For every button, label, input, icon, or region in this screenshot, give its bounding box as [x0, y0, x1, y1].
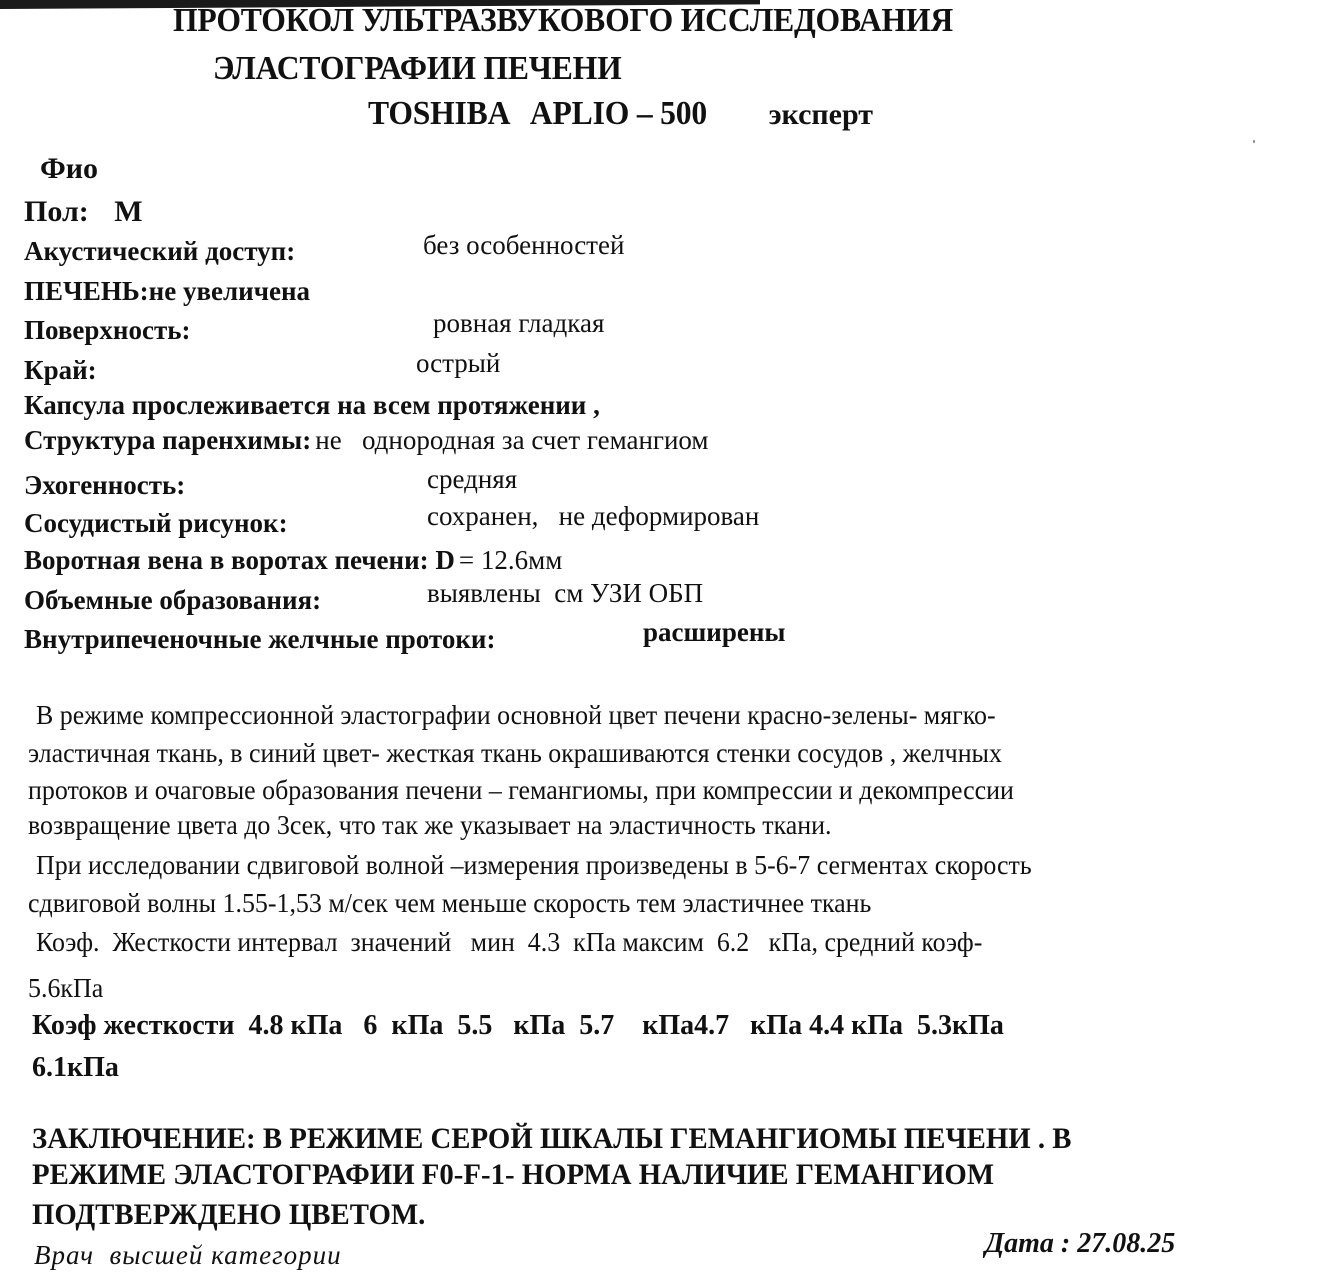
finding-masses-label: Объемные образования:	[24, 585, 322, 615]
doctor-signature: Врач высшей категории	[34, 1240, 342, 1270]
sex-row	[24, 195, 143, 229]
elastography-text-line: сдвиговой волны 1.55-1,53 м/сек чем меньше скорость тем эластичнее ткань	[28, 888, 872, 918]
device-class: эксперт	[768, 98, 874, 131]
finding-portal-vein-row	[24, 545, 562, 576]
conclusion-line3: ПОДТВЕРЖДЕНО ЦВЕТОМ.	[32, 1198, 426, 1231]
elastography-text-line: При исследовании сдвиговой волной –измерения произведены в 5-6-7 сегментах скорость	[36, 850, 1032, 880]
sex-label: Пол:	[24, 195, 89, 228]
fio-label: Фио	[40, 152, 99, 185]
finding-edge-label: Край:	[24, 355, 97, 385]
finding-parenchyma-value: не однородная за счет гемангиом	[315, 425, 709, 455]
document-title-line1: ПРОТОКОЛ УЛЬТРАЗВУКОВОГО ИССЛЕДОВАНИЯ	[173, 2, 953, 39]
elastography-text-line: В режиме компрессионной эластографии основной цвет печени красно-зелены- мягко-	[36, 700, 996, 730]
finding-vascular-value: сохранен, не деформирован	[427, 501, 760, 531]
elastography-text-line: Коэф. Жесткости интервал значений мин 4.3 кПа максим 6.2 кПа, средний коэф-	[36, 927, 983, 957]
finding-liver-size: ПЕЧЕНЬ:не увеличена	[24, 276, 311, 306]
finding-parenchyma-row	[24, 425, 709, 456]
finding-parenchyma-label: Структура паренхимы:	[24, 425, 312, 455]
device-name: TOSHIBA APLIO – 500	[368, 95, 708, 132]
finding-capsule: Капсула прослеживается на всем протяжении ,	[24, 390, 600, 420]
finding-surface-value: ровная гладкая	[433, 308, 605, 338]
elastography-text-line: возвращение цвета до 3сек, что так же указывает на эластичность ткани.	[28, 810, 832, 840]
finding-vascular-label: Сосудистый рисунок:	[24, 508, 288, 538]
stiffness-values-line2: 6.1кПа	[32, 1052, 119, 1083]
finding-acoustic-access-value: без особенностей	[423, 230, 625, 260]
finding-acoustic-access-label: Акустический доступ:	[24, 236, 296, 266]
sex-value: М	[114, 195, 143, 228]
elastography-text-line: эластичная ткань, в синий цвет- жесткая ткань окрашиваются стенки сосудов , желчных	[28, 738, 1002, 768]
finding-portal-vein-label: Воротная вена в воротах печени: D	[24, 545, 455, 575]
finding-edge-value: острый	[416, 348, 501, 378]
finding-portal-vein-value: = 12.6мм	[458, 545, 563, 575]
elastography-text-line: 5.6кПа	[28, 973, 104, 1003]
stiffness-values-line1: Коэф жесткости 4.8 кПа 6 кПа 5.5 кПа 5.7 кПа4.7 кПа 4.4 кПа 5.3кПа	[32, 1010, 1004, 1041]
elastography-text-line: протоков и очаговые образования печени – гемангиомы, при компрессии и декомпрессии	[28, 775, 1014, 805]
finding-surface-label: Поверхность:	[24, 315, 191, 345]
finding-bile-ducts-value: расширены	[643, 617, 786, 647]
finding-echogenicity-label: Эхогенность:	[24, 470, 186, 500]
document-title-line2: ЭЛАСТОГРАФИИ ПЕЧЕНИ	[213, 50, 622, 87]
device-line	[368, 95, 873, 133]
scan-speck	[1253, 140, 1255, 143]
finding-bile-ducts-label: Внутрипеченочные желчные протоки:	[24, 624, 496, 654]
conclusion-line1: ЗАКЛЮЧЕНИЕ: В РЕЖИМЕ СЕРОЙ ШКАЛЫ ГЕМАНГИОМЫ ПЕЧЕНИ . В	[32, 1122, 1072, 1155]
finding-masses-value: выявлены см УЗИ ОБП	[427, 578, 704, 608]
finding-echogenicity-value: средняя	[427, 464, 518, 494]
conclusion-line2: РЕЖИМЕ ЭЛАСТОГРАФИИ F0-F-1- НОРМА НАЛИЧИЕ ГЕМАНГИОМ	[32, 1158, 995, 1191]
report-date: Дата : 27.08.25	[985, 1228, 1176, 1259]
